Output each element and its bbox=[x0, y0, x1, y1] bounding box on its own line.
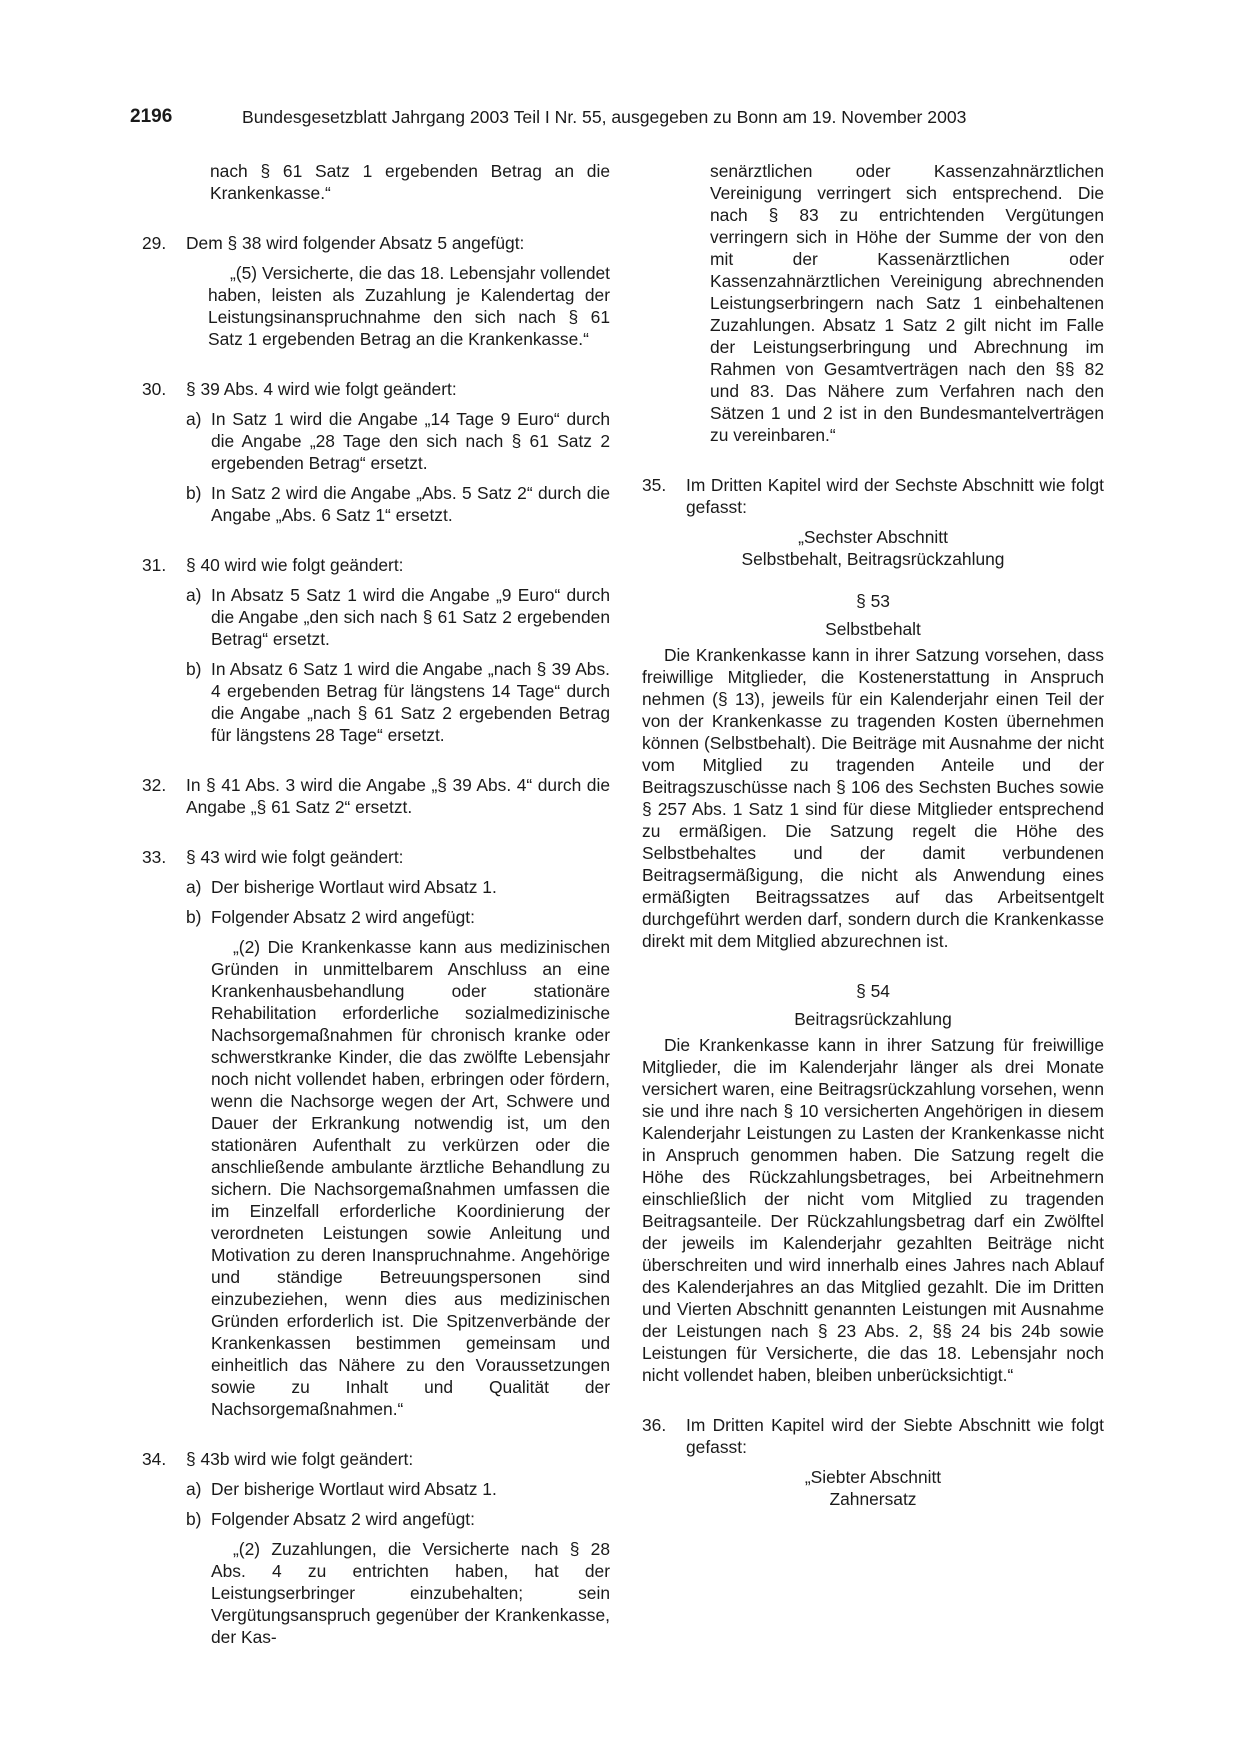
item-text: In § 41 Abs. 3 wird die Angabe „§ 39 Abs. 4“ durch die Angabe „§ 61 Satz 2“ ersetzt. bbox=[186, 775, 610, 817]
item-text: Dem § 38 wird folgender Absatz 5 angefügt: bbox=[186, 233, 525, 253]
sub-item-b bbox=[186, 906, 610, 1420]
sub-item-b bbox=[186, 1508, 610, 1648]
continued-text: senärztlichen oder Kassenzahnärztlichen Vereinigung verringert sich entsprechend. Die nach § 83 zu entrichtenden Vergütungen verringern sich in Höhe der Summe der von den mit der Kassenärztlichen oder Kassenzahnärztlichen Vereinigung abrechnenden Leistungserbringern nach Satz 1 einbehaltenen Zuzahlungen. Absatz 1 Satz 2 gilt nicht im Falle der Leistungserbringung und Abrechnung im Rahmen von Gesamtverträgen nach den §§ 82 und 83. Das Nähere zum Verfahren nach den Sätzen 1 und 2 ist in den Bundesmantelverträgen zu vereinbaren.“ bbox=[710, 161, 1104, 445]
sub-text: In Satz 2 wird die Angabe „Abs. 5 Satz 2“ durch die Angabe „Abs. 6 Satz 1“ ersetzt. bbox=[211, 483, 610, 525]
list-item-35 bbox=[642, 474, 1104, 518]
sub-letter: b) bbox=[186, 1509, 202, 1529]
sub-text: Folgender Absatz 2 wird angefügt: bbox=[211, 907, 475, 927]
item-number: 30. bbox=[142, 379, 167, 399]
sub-text: In Absatz 5 Satz 1 wird die Angabe „9 Euro“ durch die Angabe „den sich nach § 61 Satz 2 ergebenden Betrag“ ersetzt. bbox=[211, 585, 610, 649]
item-text: § 39 Abs. 4 wird wie folgt geändert: bbox=[186, 379, 457, 399]
sub-item-a bbox=[186, 876, 610, 898]
sub-item-a bbox=[186, 408, 610, 474]
list-item-34 bbox=[142, 1448, 610, 1648]
sub-letter: a) bbox=[186, 585, 202, 605]
quoted-paragraph: „(5) Versicherte, die das 18. Lebensjahr vollendet haben, leisten als Zuzahlung je Kalendertag der Leistungsinanspruchnahme den sich nach § 61 Satz 1 ergebenden Betrag an die Krankenkasse.“ bbox=[208, 263, 610, 349]
sub-letter: b) bbox=[186, 907, 202, 927]
section-heading-line2: Zahnersatz bbox=[829, 1489, 917, 1509]
item-number: 31. bbox=[142, 555, 167, 575]
sub-item-a bbox=[186, 584, 610, 650]
quoted-paragraph: „(2) Zuzahlungen, die Versicherte nach § 28 Abs. 4 zu entrichten haben, hat der Leistungserbringer einzubehalten; sein Vergütungsanspruch gegenüber der Krankenkasse, der Kas- bbox=[211, 1539, 610, 1647]
item-number: 33. bbox=[142, 847, 167, 867]
item-text: Im Dritten Kapitel wird der Sechste Abschnitt wie folgt gefasst: bbox=[686, 475, 1104, 517]
intro-text: nach § 61 Satz 1 ergebenden Betrag an die Krankenkasse.“ bbox=[210, 161, 610, 203]
paragraph-body-54: Die Krankenkasse kann in ihrer Satzung für freiwillige Mitglieder, die im Kalenderjahr länger als drei Monate versichert waren, eine Beitragsrückzahlung vorsehen, wenn sie und ihre nach § 10 versicherten Angehörigen in diesem Kalenderjahr Leistungen zu Lasten der Krankenkasse nicht in Anspruch genommen haben. Die Satzung regelt die Höhe des Rückzahlungsbetrages, bei Arbeitnehmern einschließlich der nicht vom Mitglied zu tragenden Beitragsanteile. Der Rückzahlungsbetrag darf ein Zwölftel der jeweils im Kalenderjahr gezahlten Beiträge nicht überschreiten und wird innerhalb eines Jahres nach Ablauf des Kalenderjahres an das Mitglied gezahlt. Die im Dritten und Vierten Abschnitt genannten Leistungen mit Ausnahme der Leistungen nach § 23 Abs. 2, §§ 24 bis 24b sowie Leistungen für Versicherte, die das 18. Lebensjahr noch nicht vollendet haben, bleiben unberücksichtigt.“ bbox=[642, 1035, 1104, 1385]
left-column bbox=[142, 160, 610, 1648]
sub-text: Der bisherige Wortlaut wird Absatz 1. bbox=[211, 877, 497, 897]
item-text: § 40 wird wie folgt geändert: bbox=[186, 555, 404, 575]
section-heading-line1: „Sechster Abschnitt bbox=[798, 527, 948, 547]
item-text: Im Dritten Kapitel wird der Siebte Abschnitt wie folgt gefasst: bbox=[686, 1415, 1104, 1457]
list-item-29 bbox=[142, 232, 610, 350]
item-number: 36. bbox=[642, 1415, 667, 1435]
item-text: § 43 wird wie folgt geändert: bbox=[186, 847, 404, 867]
item-text: § 43b wird wie folgt geändert: bbox=[186, 1449, 414, 1469]
sub-item-b bbox=[186, 658, 610, 746]
sub-text: Folgender Absatz 2 wird angefügt: bbox=[211, 1509, 475, 1529]
paragraph-body-53: Die Krankenkasse kann in ihrer Satzung vorsehen, dass freiwillige Mitglieder, die Kostenerstattung in Anspruch nehmen (§ 13), jeweils für ein Kalenderjahr einen Teil der von der Krankenkasse zu tragenden Kosten übernehmen können (Selbstbehalt). Die Beiträge mit Ausnahme der nicht vom Mitglied zu tragenden Anteile und der Beitragszuschüsse nach § 106 des Sechsten Buches sowie § 257 Abs. 1 Satz 1 sind für diese Mitglieder entsprechend zu ermäßigen. Die Satzung regelt die Höhe des Selbstbehaltes und der damit verbundenen Beitragsermäßigung, die nicht als Anwendung eines ermäßigten Beitragssatzes auf das Arbeitsentgelt durchgeführt werden darf, sondern durch die Krankenkasse direkt mit dem Mitglied abzurechnen ist. bbox=[642, 645, 1104, 951]
list-item-32 bbox=[142, 774, 610, 818]
right-column bbox=[642, 160, 1104, 1510]
item-number: 34. bbox=[142, 1449, 167, 1469]
sub-letter: a) bbox=[186, 1479, 202, 1499]
sub-text: In Absatz 6 Satz 1 wird die Angabe „nach § 39 Abs. 4 ergebenden Betrag für längstens 14 Tage“ durch die Angabe „nach § 61 Satz 2 ergebenden Betrag für längstens 28 Tage“ ersetzt. bbox=[211, 659, 610, 745]
sub-letter: b) bbox=[186, 483, 202, 503]
sub-item-a bbox=[186, 1478, 610, 1500]
section-heading-line2: Selbstbehalt, Beitragsrückzahlung bbox=[741, 549, 1005, 569]
item-number: 29. bbox=[142, 233, 167, 253]
list-item-31 bbox=[142, 554, 610, 746]
item-number: 35. bbox=[642, 475, 667, 495]
sub-text: In Satz 1 wird die Angabe „14 Tage 9 Euro“ durch die Angabe „28 Tage den sich nach § 61 Satz 2 ergebenden Betrag“ ersetzt. bbox=[211, 409, 610, 473]
sub-letter: a) bbox=[186, 877, 202, 897]
list-item-30 bbox=[142, 378, 610, 526]
sub-text: Der bisherige Wortlaut wird Absatz 1. bbox=[211, 1479, 497, 1499]
sub-letter: a) bbox=[186, 409, 202, 429]
page-number: 2196 bbox=[130, 106, 173, 127]
paragraph-title-54: Beitragsrückzahlung bbox=[794, 1009, 952, 1029]
running-title: Bundesgesetzblatt Jahrgang 2003 Teil I Nr. 55, ausgegeben zu Bonn am 19. November 2003 bbox=[242, 107, 967, 127]
sub-letter: b) bbox=[186, 659, 202, 679]
paragraph-title-53: Selbstbehalt bbox=[825, 619, 921, 639]
list-item-36 bbox=[642, 1414, 1104, 1458]
paragraph-number-53: § 53 bbox=[856, 591, 890, 611]
item-number: 32. bbox=[142, 775, 167, 795]
paragraph-number-54: § 54 bbox=[856, 981, 890, 1001]
sub-item-b bbox=[186, 482, 610, 526]
page-header bbox=[130, 104, 1010, 130]
quoted-paragraph: „(2) Die Krankenkasse kann aus medizinischen Gründen in unmittelbarem Anschluss an eine Krankenhausbehandlung oder stationäre Rehabilitation erforderliche sozialmedizinische Nachsorgemaßnahmen für chronisch kranke oder schwerstkranke Kinder, die das zwölfte Lebensjahr noch nicht vollendet haben, erbringen oder fördern, wenn die Nachsorge wegen der Art, Schwere und Dauer der Erkrankung notwendig ist, um den stationären Aufenthalt zu verkürzen oder die anschließende ambulante ärztliche Behandlung zu sichern. Die Nachsorgemaßnahmen umfassen die im Einzelfall erforderliche Koordinierung der verordneten Leistungen sowie Anleitung und Motivation zu deren Inanspruchnahme. Angehörige und ständige Betreuungspersonen sind einzubeziehen, wenn dies aus medizinischen Gründen erforderlich ist. Die Spitzenverbände der Krankenkassen bestimmen gemeinsam und einheitlich das Nähere zu den Voraussetzungen sowie zu Inhalt und Qualität der Nachsorgemaßnahmen.“ bbox=[211, 937, 610, 1419]
list-item-33 bbox=[142, 846, 610, 1420]
section-heading-line1: „Siebter Abschnitt bbox=[804, 1467, 942, 1487]
